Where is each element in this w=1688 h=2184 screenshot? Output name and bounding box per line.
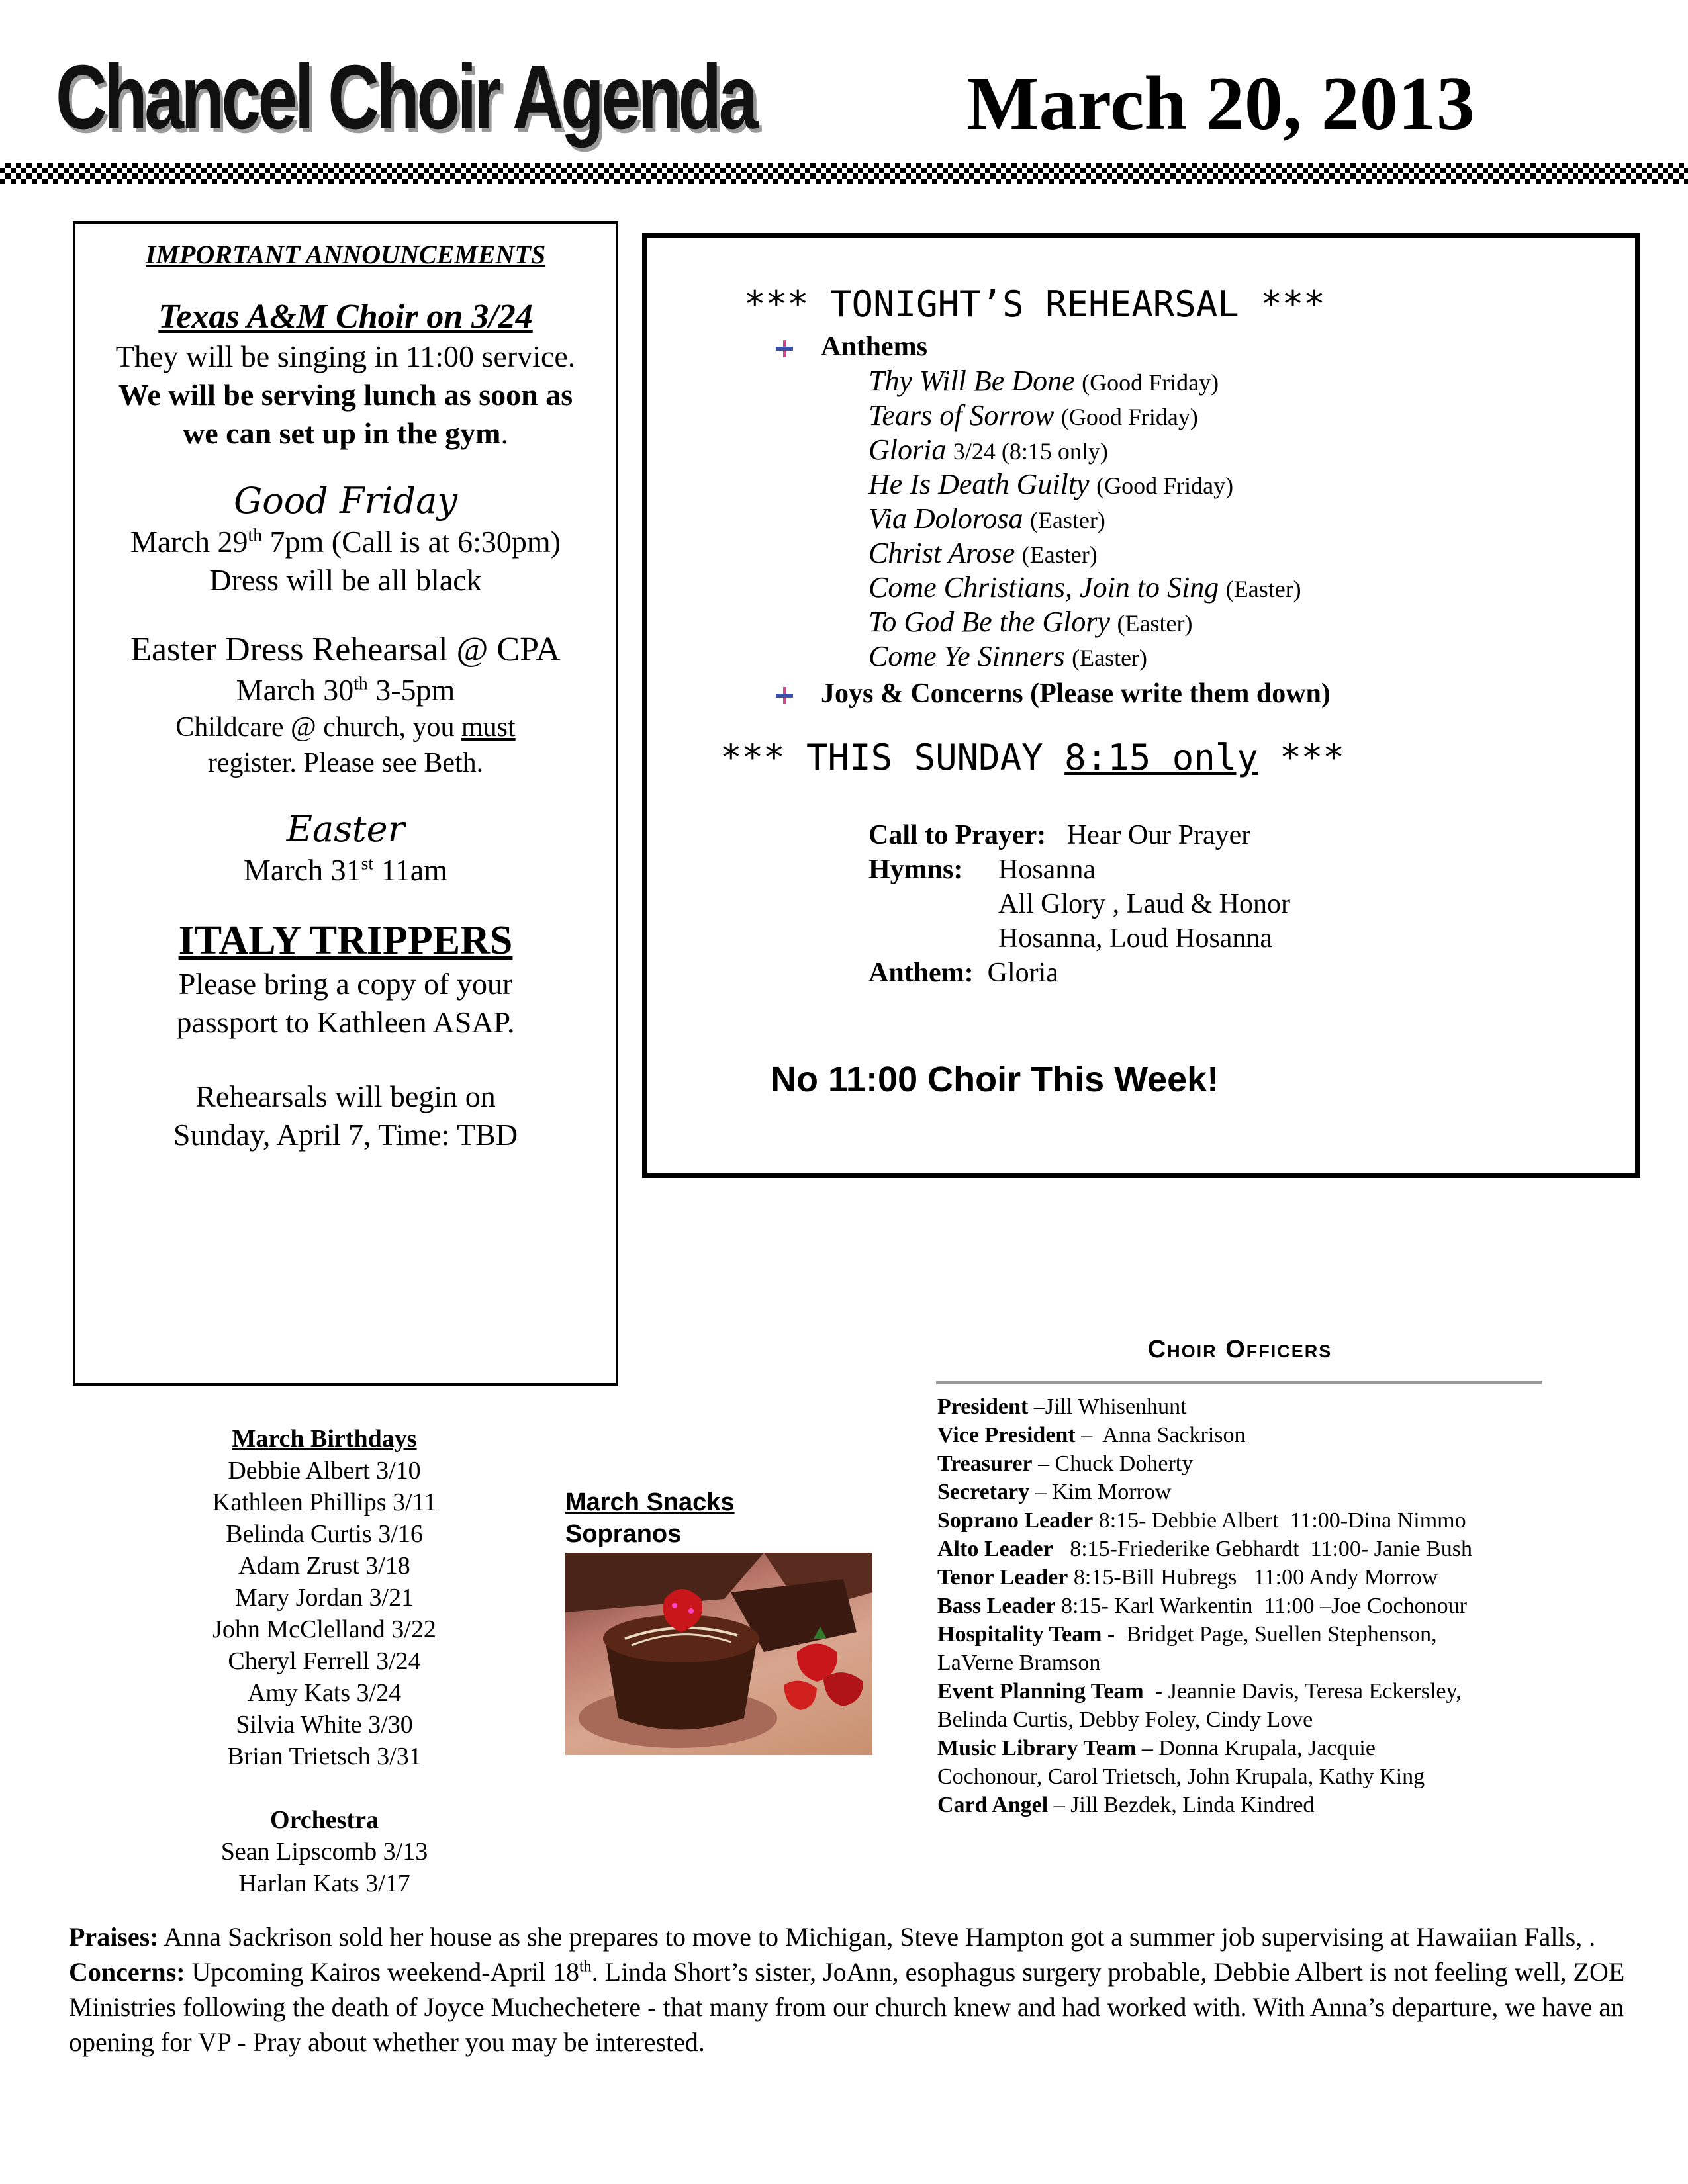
- italy-line-3: Rehearsals will begin on: [195, 1079, 496, 1113]
- officer-role: President: [937, 1394, 1029, 1419]
- officer-role: Soprano Leader: [937, 1508, 1094, 1533]
- page-title: Chancel Choir Agenda: [56, 46, 755, 148]
- anthem-item: [868, 398, 1198, 434]
- officers-title: Choir Officers: [1147, 1336, 1333, 1363]
- officer-names: 8:15- Karl Warkentin 11:00 –Joe Cochonour: [1055, 1594, 1467, 1618]
- orchestra-birthday-entry: Sean Lipscomb 3/13: [220, 1838, 428, 1866]
- officer-names: – Kim Morrow: [1029, 1480, 1172, 1504]
- praises-concerns: [69, 1919, 1631, 2060]
- childcare-must: must: [461, 712, 516, 743]
- birthday-entry: Belinda Curtis 3/16: [226, 1520, 423, 1548]
- checkered-divider: [0, 163, 1688, 184]
- good-friday-dress: Dress will be all black: [209, 563, 482, 597]
- officer-line: [937, 1563, 1546, 1592]
- officer-line: [937, 1762, 1546, 1791]
- anthem-title: He Is Death Guilty: [868, 468, 1090, 500]
- easter-title: Easter: [286, 808, 405, 850]
- concerns-sup: th: [579, 1958, 592, 1976]
- birthdays-title: March Birthdays: [232, 1425, 417, 1453]
- sunday-post: ***: [1258, 737, 1344, 778]
- anthem-note: (Easter): [1225, 576, 1301, 602]
- call-to-prayer: [868, 818, 1250, 852]
- anthem-title: To God Be the Glory: [868, 606, 1111, 638]
- officer-names: –Jill Whisenhunt: [1028, 1394, 1187, 1419]
- anthem-title: Via Dolorosa: [868, 502, 1023, 535]
- texas-line: They will be singing in 11:00 service.: [115, 340, 576, 373]
- concerns-post: . Linda Short’s sister, JoAnn, esophagus surgery probable, Debbie Albert is not feeling well, ZOE Ministries following the death of Joyce Muchechetere - that many from our church knew and had worked with. With Anna’s departure, we have an opening for VP - Pray about whether you may be interested.: [69, 1957, 1625, 2057]
- italy-line-1: Please bring a copy of your: [178, 967, 513, 1001]
- anthems-item: [821, 330, 927, 364]
- anthem-title: Come Christians, Join to Sing: [868, 571, 1219, 604]
- birthday-entry: Cheryl Ferrell 3/24: [228, 1647, 421, 1675]
- officer-names: 8:15- Debbie Albert 11:00-Dina Nimmo: [1093, 1508, 1466, 1533]
- snacks-title: March Snacks: [565, 1488, 735, 1516]
- officer-role: Tenor Leader: [937, 1565, 1068, 1590]
- anthem-item: [868, 536, 1098, 572]
- dress-rehearsal-title: Easter Dress Rehearsal @ CPA: [130, 631, 561, 668]
- easter-post: 11am: [373, 853, 447, 887]
- officer-line: [937, 1392, 1546, 1421]
- anthem-note: (Easter): [1117, 610, 1193, 637]
- snack-photo: [565, 1553, 872, 1755]
- officers-list: [937, 1392, 1546, 1819]
- snacks-section: [565, 1486, 735, 1550]
- announcements-box: [73, 221, 618, 1386]
- chocolate-cupcake-image: [565, 1553, 872, 1755]
- birthday-list: [152, 1455, 496, 1772]
- anthem-title: Come Ye Sinners: [868, 640, 1065, 672]
- officer-line: [937, 1620, 1546, 1649]
- orchestra-list: [152, 1836, 496, 1899]
- officer-role: Music Library Team: [937, 1736, 1137, 1760]
- officer-names: LaVerne Bramson: [937, 1651, 1101, 1675]
- orchestra-birthday-entry: Harlan Kats 3/17: [238, 1870, 410, 1897]
- officer-role: Bass Leader: [937, 1594, 1056, 1618]
- officer-names: Cochonour, Carol Trietsch, John Krupala, Kathy King: [937, 1764, 1425, 1789]
- officers-divider: [936, 1381, 1542, 1384]
- anthems-label: Anthems: [821, 332, 928, 362]
- officer-names: 8:15-Bill Hubregs 11:00 Andy Morrow: [1068, 1565, 1438, 1590]
- anthem-title: Christ Arose: [868, 537, 1015, 569]
- joys-item: [821, 676, 1331, 711]
- sunday-pre: *** THIS SUNDAY: [720, 737, 1065, 778]
- anthem-item: [868, 605, 1192, 641]
- officer-line: [937, 1734, 1546, 1762]
- sunday-heading: [720, 736, 1344, 780]
- officer-line: [937, 1791, 1546, 1819]
- concerns-label: Concerns:: [69, 1957, 185, 1987]
- texas-lunch-tail: .: [500, 416, 508, 450]
- anthem-item: [868, 502, 1105, 537]
- anthem-title: Gloria: [868, 433, 947, 466]
- sunday-under: 8:15 only: [1064, 737, 1258, 778]
- good-friday-sup: th: [248, 524, 262, 545]
- officer-names: – Jill Bezdek, Linda Kindred: [1048, 1793, 1315, 1817]
- anthem-label: Anthem:: [868, 958, 974, 988]
- announcements-heading: IMPORTANT ANNOUNCEMENTS: [145, 240, 546, 269]
- officer-names: – Donna Krupala, Jacquie: [1136, 1736, 1376, 1760]
- bullet-icon: [776, 687, 793, 704]
- officer-line: [937, 1478, 1546, 1506]
- anthem-item: [868, 433, 1108, 469]
- anthem-title: Tears of Sorrow: [868, 399, 1055, 432]
- officer-role: Treasurer: [937, 1451, 1033, 1476]
- good-friday-title: Good Friday: [234, 480, 457, 522]
- childcare-register: register. Please see Beth.: [207, 748, 484, 778]
- officer-line: [937, 1706, 1546, 1734]
- anthem-note: (Good Friday): [1060, 404, 1198, 430]
- anthem-row: [868, 956, 1058, 990]
- officer-names: 8:15-Friederike Gebhardt 11:00- Janie Bush: [1053, 1537, 1472, 1561]
- praises-paragraph: [69, 1919, 1631, 1954]
- call-value: Hear Our Prayer: [1066, 820, 1251, 850]
- rehearsal-box: [642, 233, 1640, 1178]
- hymn-1: Hosanna: [998, 854, 1096, 885]
- officer-role: Alto Leader: [937, 1537, 1053, 1561]
- easter-time: [75, 851, 616, 889]
- officer-names: - Jeannie Davis, Teresa Eckersley,: [1143, 1679, 1462, 1704]
- anthem-note: (Easter): [1021, 541, 1098, 568]
- officer-line: [937, 1421, 1546, 1449]
- no-choir-notice: No 11:00 Choir This Week!: [771, 1060, 1219, 1099]
- anthem-note: (Good Friday): [1096, 473, 1234, 499]
- officer-line: [937, 1449, 1546, 1478]
- orchestra-title: Orchestra: [270, 1806, 379, 1834]
- texas-lunch: [75, 376, 616, 453]
- officer-line: [937, 1649, 1546, 1677]
- officer-names: – Anna Sackrison: [1075, 1423, 1246, 1447]
- officer-role: Secretary: [937, 1480, 1030, 1504]
- birthday-entry: Adam Zrust 3/18: [238, 1552, 410, 1580]
- anthem-note: (Good Friday): [1082, 369, 1219, 396]
- anthem-item: [868, 570, 1301, 606]
- officer-role: Event Planning Team: [937, 1679, 1144, 1704]
- officer-role: Hospitality Team -: [937, 1622, 1115, 1647]
- texas-lunch-bold: We will be serving lunch as soon as we can set up in the gym: [118, 378, 573, 450]
- birthday-entry: Silvia White 3/30: [236, 1711, 413, 1739]
- officer-line: [937, 1592, 1546, 1620]
- officer-line: [937, 1506, 1546, 1535]
- good-friday-post: 7pm (Call is at 6:30pm): [262, 525, 561, 559]
- dress-pre: March 30: [236, 673, 354, 707]
- hymns-row: [868, 852, 962, 887]
- childcare-line: [75, 709, 616, 745]
- bullet-icon: [776, 340, 793, 357]
- praises-text: Anna Sackrison sold her house as she prepares to move to Michigan, Steve Hampton got a summer job supervising at Hawaiian Falls, .: [158, 1922, 1596, 1952]
- anthem-item: [868, 467, 1233, 503]
- praises-label: Praises:: [69, 1922, 159, 1952]
- officer-role: Vice President: [937, 1423, 1076, 1447]
- easter-sup: st: [361, 852, 373, 874]
- hymn-2: All Glory , Laud & Honor: [998, 889, 1290, 919]
- birthday-entry: Mary Jordan 3/21: [234, 1584, 414, 1612]
- officer-line: [937, 1677, 1546, 1706]
- easter-pre: March 31: [244, 853, 361, 887]
- birthday-entry: Brian Trietsch 3/31: [227, 1743, 422, 1770]
- dress-rehearsal-time: [75, 671, 616, 709]
- birthday-entry: Debbie Albert 3/10: [228, 1457, 421, 1484]
- birthdays-section: [152, 1423, 496, 1899]
- officer-names: Belinda Curtis, Debby Foley, Cindy Love: [937, 1707, 1313, 1732]
- childcare-pre: Childcare @ church, you: [175, 712, 462, 743]
- good-friday-time: [75, 523, 616, 561]
- officer-names: Bridget Page, Suellen Stephenson,: [1115, 1622, 1437, 1647]
- hymns-label: Hymns:: [868, 854, 963, 885]
- officer-line: [937, 1535, 1546, 1563]
- birthday-entry: Amy Kats 3/24: [247, 1679, 402, 1707]
- anthem-value: Gloria: [987, 958, 1058, 988]
- anthem-note: (Easter): [1072, 645, 1148, 671]
- dress-sup: th: [353, 672, 368, 694]
- italy-line-2: passport to Kathleen ASAP.: [176, 1005, 515, 1039]
- good-friday-pre: March 29: [130, 525, 248, 559]
- birthday-entry: John McClelland 3/22: [212, 1615, 436, 1643]
- concerns-paragraph: [69, 1954, 1631, 2060]
- hymn-3: Hosanna, Loud Hosanna: [998, 923, 1273, 954]
- agenda-date: March 20, 2013: [966, 62, 1475, 146]
- anthem-item: [868, 364, 1219, 400]
- anthem-note: (Easter): [1029, 507, 1105, 533]
- texas-title: Texas A&M Choir on 3/24: [158, 298, 533, 336]
- anthem-note: 3/24 (8:15 only): [953, 438, 1108, 465]
- officer-names: – Chuck Doherty: [1032, 1451, 1194, 1476]
- italy-title: ITALY TRIPPERS: [178, 918, 513, 963]
- concerns-pre: Upcoming Kairos weekend-April 18: [185, 1957, 579, 1987]
- italy-line-4: Sunday, April 7, Time: TBD: [173, 1118, 518, 1152]
- anthem-title: Thy Will Be Done: [868, 365, 1075, 397]
- snacks-group: Sopranos: [565, 1520, 682, 1548]
- anthem-item: [868, 639, 1147, 675]
- rehearsal-heading: *** TONIGHT’S REHEARSAL ***: [744, 283, 1325, 325]
- dress-post: 3-5pm: [367, 673, 455, 707]
- call-label: Call to Prayer:: [868, 820, 1047, 850]
- birthday-entry: Kathleen Phillips 3/11: [212, 1488, 437, 1516]
- officer-role: Card Angel: [937, 1793, 1049, 1817]
- joys-label: Joys & Concerns (Please write them down): [821, 678, 1331, 709]
